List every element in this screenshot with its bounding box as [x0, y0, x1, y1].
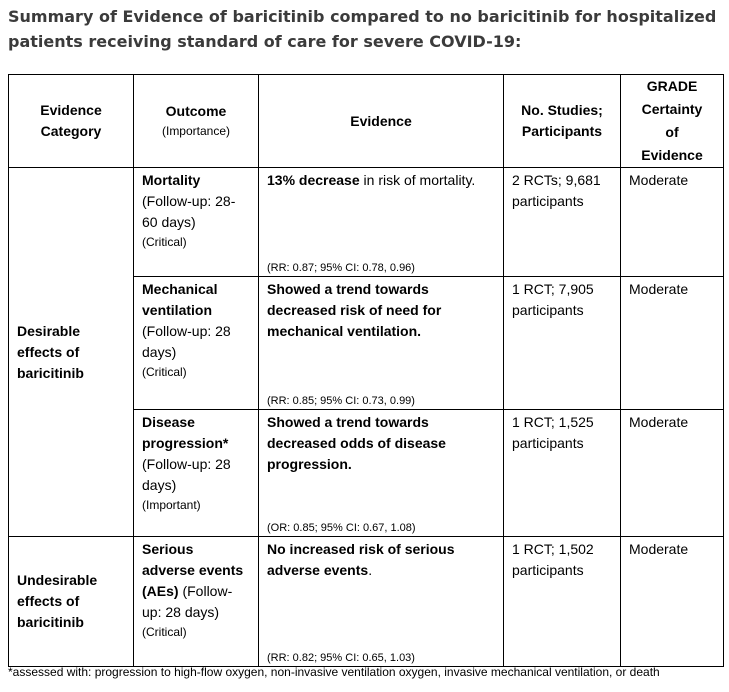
- studies-cell: 1 RCT; 7,905 participants: [504, 277, 621, 410]
- header-studies: No. Studies; Participants: [504, 75, 621, 168]
- studies-cell: 1 RCT; 1,525 participants: [504, 410, 621, 537]
- evidence-cell: No increased risk of serious adverse events. (RR: 0.82; 95% CI: 0.65, 1.03): [259, 537, 504, 667]
- effect-estimate: (RR: 0.85; 95% CI: 0.73, 0.99): [267, 395, 415, 407]
- category-undesirable: Undesirable effects of baricitinib: [9, 537, 134, 667]
- category-desirable: Desirable effects of baricitinib: [9, 168, 134, 537]
- outcome-cell: Mechanical ventilation (Follow-up: 28 days) (Critical): [134, 277, 259, 410]
- certainty-cell: Moderate: [621, 168, 724, 277]
- outcome-cell: Mortality (Follow-up: 28-60 days) (Critical): [134, 168, 259, 277]
- header-outcome: Outcome (Importance): [134, 75, 259, 168]
- header-grade-certainty: GRADE Certainty of Evidence: [621, 75, 724, 168]
- certainty-cell: Moderate: [621, 537, 724, 667]
- table-row: [9, 168, 724, 277]
- effect-estimate: (RR: 0.87; 95% CI: 0.78, 0.96): [267, 262, 415, 274]
- effect-estimate: (RR: 0.82; 95% CI: 0.65, 1.03): [267, 652, 415, 664]
- evidence-table: [8, 74, 724, 667]
- title-line-2: patients receiving standard of care for severe COVID-19:: [8, 32, 522, 51]
- header-row: [9, 75, 724, 168]
- effect-estimate: (OR: 0.85; 95% CI: 0.67, 1.08): [267, 522, 416, 534]
- table-row: [9, 537, 724, 667]
- title-line-1: Summary of Evidence of baricitinib compared to no baricitinib for hospitalized: [8, 7, 717, 26]
- header-evidence: Evidence: [259, 75, 504, 168]
- certainty-cell: Moderate: [621, 277, 724, 410]
- evidence-cell: 13% decrease in risk of mortality. (RR: 0.87; 95% CI: 0.78, 0.96): [259, 168, 504, 277]
- outcome-cell: Disease progression* (Follow-up: 28 days) (Important): [134, 410, 259, 537]
- page-title: [8, 4, 717, 54]
- certainty-cell: Moderate: [621, 410, 724, 537]
- evidence-cell: Showed a trend towards decreased risk of need for mechanical ventilation. (RR: 0.85; 95% CI: 0.73, 0.99): [259, 277, 504, 410]
- studies-cell: 2 RCTs; 9,681 participants: [504, 168, 621, 277]
- evidence-cell: Showed a trend towards decreased odds of disease progression. (OR: 0.85; 95% CI: 0.67, 1.08): [259, 410, 504, 537]
- header-evidence-category: Evidence Category: [9, 75, 134, 168]
- outcome-cell: Serious adverse events (AEs) (Follow-up: 28 days) (Critical): [134, 537, 259, 667]
- studies-cell: 1 RCT; 1,502 participants: [504, 537, 621, 667]
- footnote: *assessed with: progression to high-flow oxygen, non-invasive ventilation oxygen, invasive mechanical ventilation, or death: [8, 665, 660, 679]
